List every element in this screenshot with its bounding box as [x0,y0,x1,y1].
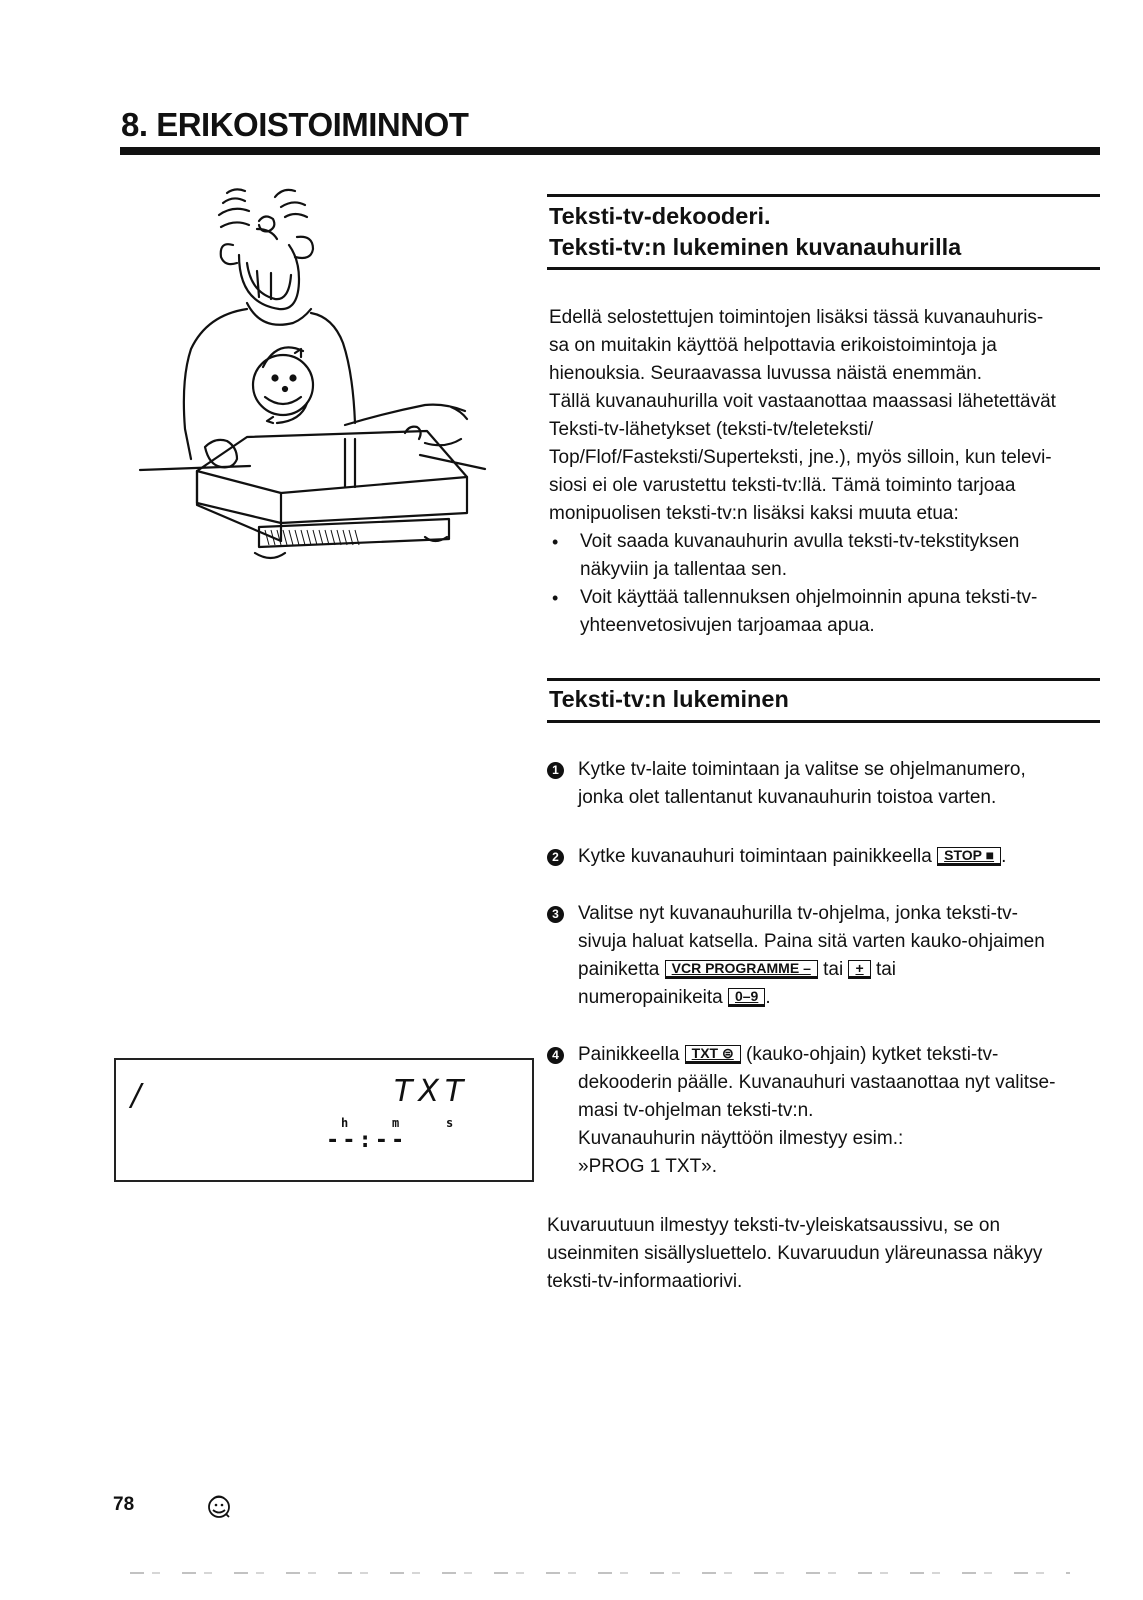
closing-line: teksti-tv-informaatiorivi. [547,1271,743,1292]
paragraph2-line: Tällä kuvanauhurilla voit vastaanottaa maassasi lähetettävät [549,391,1056,412]
step-3 [547,900,1118,1012]
plus-key: + [848,960,870,979]
paragraph2-line: monipuolisen teksti-tv:n lisäksi kaksi muuta etua: [549,503,959,524]
display-txt-indicator: TXT [394,1074,470,1109]
step-line [578,984,1118,1012]
benefit-line: • Voit käyttää tallennuksen ohjelmoinnin apuna teksti-tv- [580,587,1038,608]
step-2 [547,843,1118,871]
section1-title [549,201,961,263]
section2-top-rule [547,678,1100,681]
step-number: 4 [547,1047,564,1064]
step-line: dekooderin päälle. Kuvanauhuri vastaanottaa nyt valitse- [578,1072,1056,1093]
step-number: 3 [547,906,564,923]
step-line: jonka olet tallentanut kuvanauhurin toistoa varten. [578,787,997,808]
step-line: Valitse nyt kuvanauhurilla tv-ohjelma, jonka teksti-tv- [578,903,1019,924]
vcr-display [114,1058,534,1182]
display-unit-m: m [392,1116,400,1130]
paragraph1-line: hienouksia. Seuraavassa luvussa näistä enemmän. [549,363,983,384]
step-line: »PROG 1 TXT». [578,1156,718,1177]
man-with-vcr-illustration [135,185,495,585]
step-text: . [765,987,771,1008]
display-time: --:-- [326,1128,408,1153]
number-keys: 0–9 [728,988,765,1007]
step-text: numeropainikeita [578,987,728,1008]
step-line [578,956,1118,984]
section1-top-rule [547,194,1100,197]
benefit-item [549,584,1089,640]
benefit-item [549,528,1089,584]
step-text: (kauko-ohjain) kytket teksti-tv- [740,1044,999,1065]
closing-line: useinmiten sisällysluettelo. Kuvaruudun yläreunassa näkyy [547,1243,1043,1264]
step-line: Kuvanauhurin näyttöön ilmestyy esim.: [578,1128,904,1149]
vcr-programme-minus-key: VCR PROGRAMME – [665,960,818,979]
step-1 [547,756,1118,812]
step-number: 2 [547,849,564,866]
txt-key: TXT ⊜ [685,1045,741,1064]
step-text: tai [817,959,849,980]
section1-title-line2: Teksti-tv:n lukeminen kuvanauhurilla [549,234,962,260]
display-unit-h: h [341,1116,349,1130]
scan-artifact-line [130,1572,1070,1574]
paragraph2-line: siosi ei ole varustettu teksti-tv:llä. Tämä toiminto tarjoaa [549,475,1016,496]
smiley-icon [204,1492,234,1522]
stop-key: STOP ■ [937,847,1001,866]
display-cursor: / [131,1078,142,1113]
step-text: painiketta [578,959,665,980]
page-number: 78 [113,1494,135,1515]
paragraph1-line: Edellä selostettujen toimintojen lisäksi tässä kuvanauhuris- [549,307,1044,328]
step-text: Kytke kuvanauhuri toimintaan painikkeella [578,846,938,867]
step-4 [547,1041,1118,1181]
step-line [578,843,1118,871]
section2-bottom-rule [547,720,1100,723]
step-text: Painikkeella [578,1044,685,1065]
chapter-rule [120,147,1100,155]
section2-title: Teksti-tv:n lukeminen [549,686,789,712]
benefit-line: yhteenvetosivujen tarjoamaa apua. [580,615,875,636]
section1-bottom-rule [547,267,1100,270]
paragraph2-line: Top/Flof/Fasteksti/Superteksti, jne.), myös silloin, kun televi- [549,447,1052,468]
chapter-title: 8. ERIKOISTOIMINNOT [121,106,469,143]
benefit-line: • Voit saada kuvanauhurin avulla teksti-tv-tekstityksen [580,531,1020,552]
section1-body [549,304,1089,640]
benefit-line: näkyviin ja tallentaa sen. [580,559,788,580]
step-line: masi tv-ohjelman teksti-tv:n. [578,1100,814,1121]
step-line [578,1041,1118,1069]
closing-paragraph [547,1212,1092,1296]
step-line: sivuja haluat katsella. Paina sitä varten kauko-ohjaimen [578,931,1045,952]
paragraph2-line: Teksti-tv-lähetykset (teksti-tv/teleteksti/ [549,419,874,440]
display-unit-s: s [446,1116,454,1130]
step-number: 1 [547,762,564,779]
step-line: Kytke tv-laite toimintaan ja valitse se ohjelmanumero, [578,759,1026,780]
closing-line: Kuvaruutuun ilmestyy teksti-tv-yleiskatsaussivu, se on [547,1215,1001,1236]
step-text: tai [870,959,897,980]
section1-title-line1: Teksti-tv-dekooderi. [549,203,771,229]
paragraph1-line: sa on muitakin käyttöä helpottavia erikoistoimintoja ja [549,335,997,356]
step-text: . [1001,846,1007,867]
benefit-list [549,528,1089,640]
